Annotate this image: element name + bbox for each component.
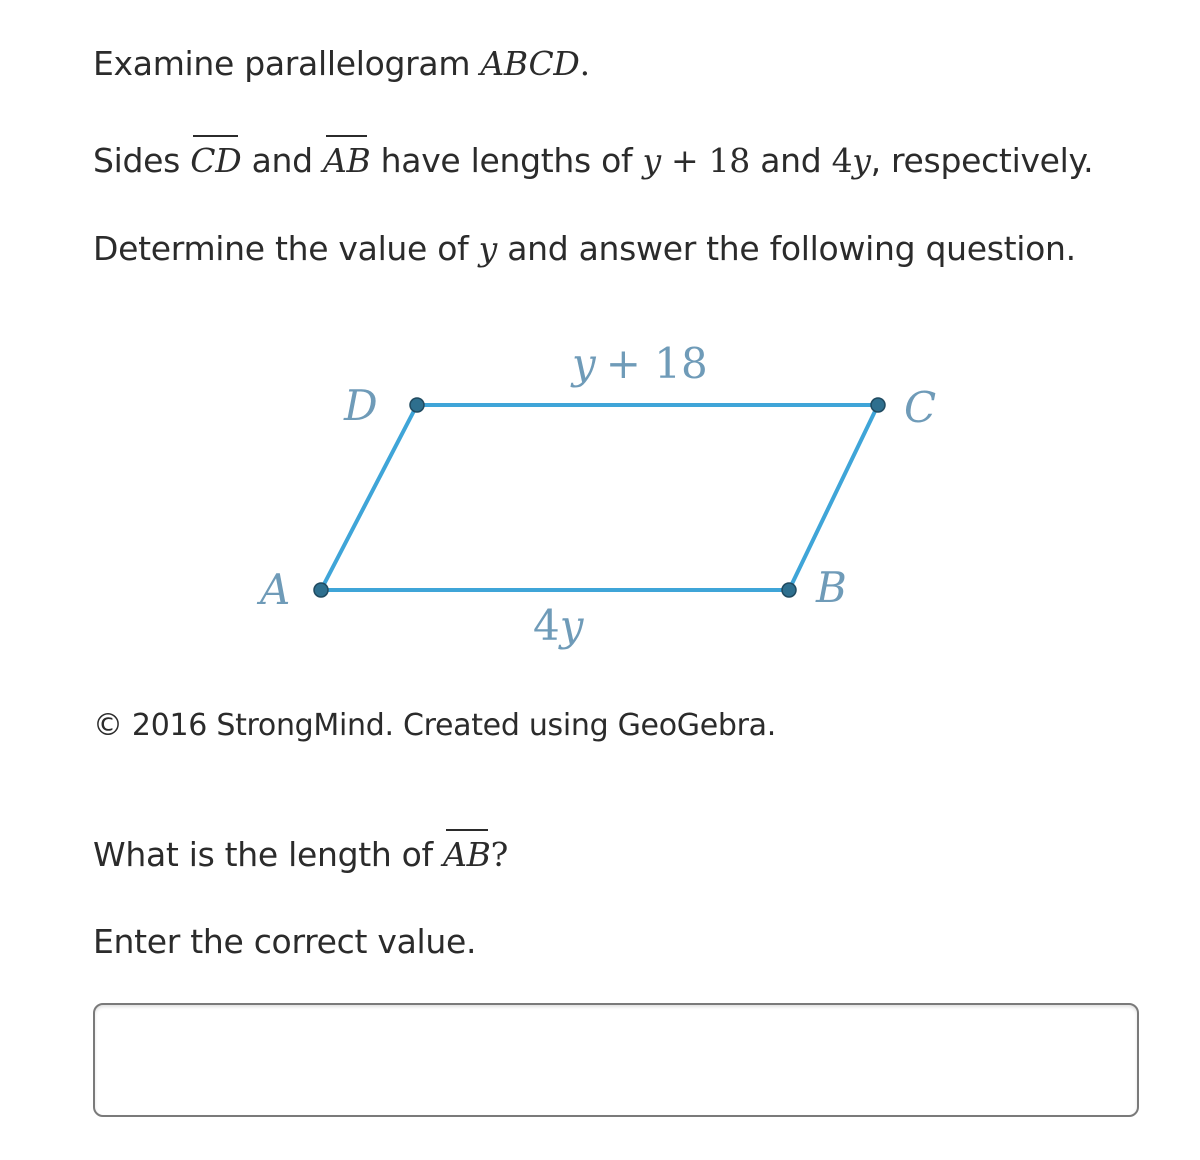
figure-credit: © 2016 StrongMind. Created using GeoGebra.: [93, 708, 776, 743]
intro-line-2: [93, 141, 1093, 181]
and-word-2: and: [760, 141, 822, 180]
vertex-b-label: B: [816, 563, 847, 612]
vertex-a-label: A: [260, 565, 291, 614]
top-label-var: y: [572, 339, 596, 388]
determine-var: y: [478, 229, 497, 268]
have-lengths-text: have lengths of: [380, 141, 633, 180]
bottom-label-num: 4: [533, 601, 560, 650]
figure-name: ABCD: [480, 44, 580, 83]
vertex-b-point: [782, 583, 796, 597]
respectively-text: , respectively.: [870, 141, 1094, 180]
and-word: and: [251, 141, 313, 180]
segment-ab: AB: [322, 141, 371, 180]
answer-instruction: Enter the correct value.: [93, 922, 477, 961]
parallelogram-figure: [230, 330, 990, 670]
parallelogram-shape: [321, 405, 878, 590]
intro-line-3: [93, 229, 1076, 269]
vertex-c-point: [871, 398, 885, 412]
sides-word: Sides: [93, 141, 181, 180]
question-prefix: What is the length of: [93, 835, 433, 874]
expr2-num: 4: [831, 141, 853, 180]
answer-input[interactable]: [93, 1003, 1139, 1117]
bottom-side-label: [533, 601, 585, 650]
question-suffix: ?: [490, 835, 508, 874]
question-text: [93, 835, 508, 875]
intro-line-1: [93, 44, 590, 84]
examine-suffix: .: [579, 44, 590, 83]
segment-cd: CD: [190, 141, 242, 180]
vertex-d-point: [410, 398, 424, 412]
vertex-d-label: D: [344, 381, 378, 430]
examine-prefix: Examine parallelogram: [93, 44, 471, 83]
vertex-a-point: [314, 583, 328, 597]
top-label-rest: + 18: [605, 339, 708, 388]
bottom-label-var: y: [559, 601, 584, 650]
top-side-label: [570, 339, 708, 388]
expr1-rest: + 18: [671, 141, 750, 180]
determine-suffix: and answer the following question.: [507, 229, 1076, 268]
vertex-c-label: C: [904, 383, 937, 432]
question-segment-ab: AB: [443, 835, 491, 874]
determine-prefix: Determine the value of: [93, 229, 469, 268]
expr2-var: y: [852, 141, 871, 180]
expr1-var: y: [642, 141, 661, 180]
